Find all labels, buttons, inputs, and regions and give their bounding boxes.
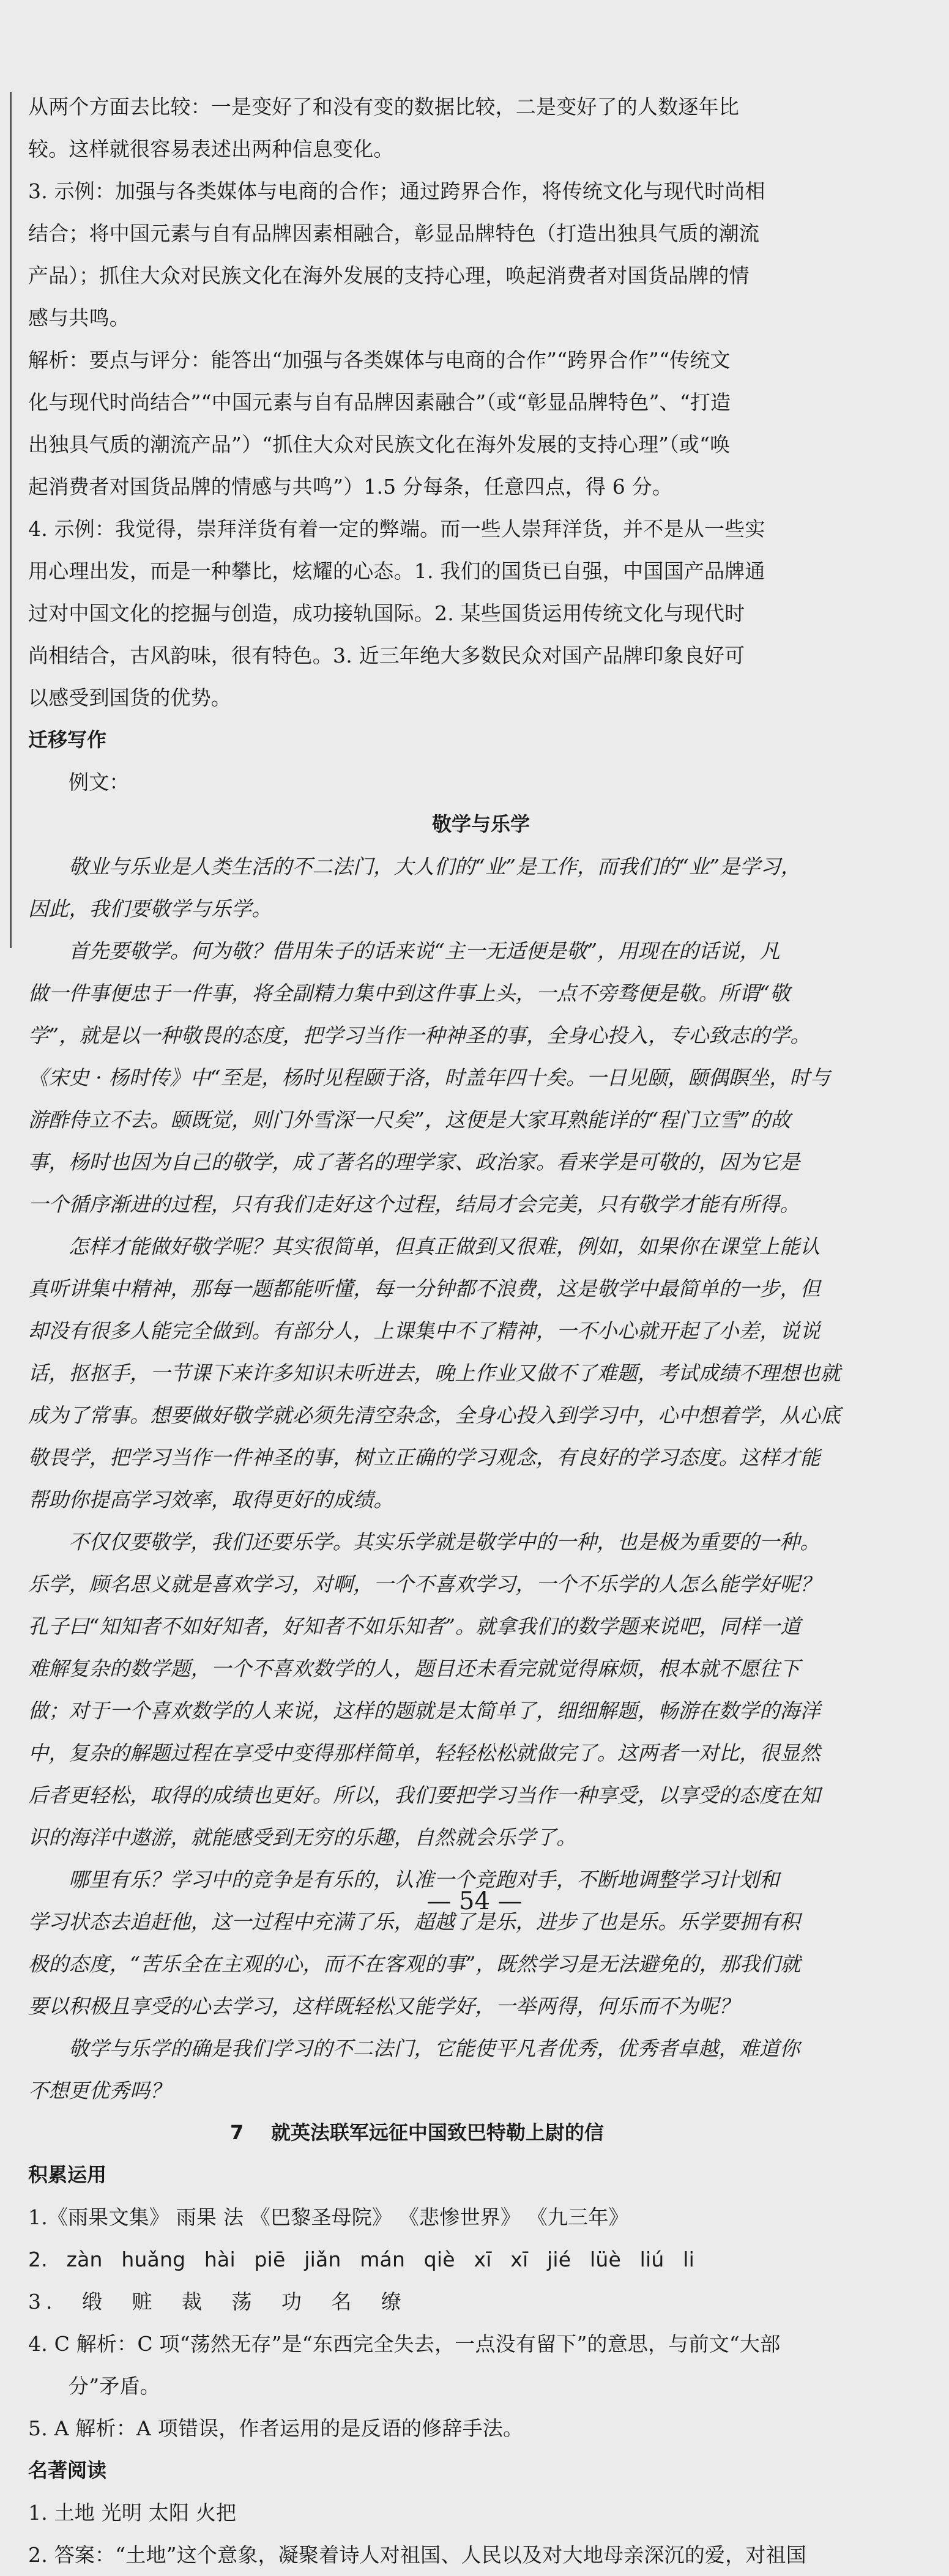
essay-line: 事，杨时也因为自己的敬学，成了著名的理学家、政治家。看来学是可敬的，因为它是 [28,1150,800,1174]
essay-line: 敬业与乐业是人类生活的不二法门，大人们的“业”是工作，而我们的“业”是学习， [69,855,802,878]
answer-line: 3. 缎 赃 裁 荡 功 名 缭 [28,2290,406,2314]
essay-line: 怎样才能做好敬学呢？其实很简单，但真正做到又很难，例如，如果你在课堂上能认 [69,1234,821,1258]
text-line: 4. 示例：我觉得，崇拜洋货有着一定的弊端。而一些人崇拜洋货，并不是从一些实 [28,517,765,541]
essay-line: 学”，就是以一种敬畏的态度，把学习当作一种神圣的事，全身心投入，专心致志的学。 [28,1023,811,1047]
text-line: 用心理出发，而是一种攀比，炫耀的心态。1. 我们的国货已自强，中国国产品牌通 [28,559,765,583]
essay-line: 敬畏学，把学习当作一件神圣的事，树立正确的学习观念，有良好的学习态度。这样才能 [28,1446,821,1469]
answer-line: 分”矛盾。 [69,2374,160,2398]
example-label: 例文： [69,770,130,794]
answer-line: 5. A 解析：A 项错误，作者运用的是反语的修辞手法。 [28,2416,524,2440]
essay-line: 后者更轻松，取得的成绩也更好。所以，我们要把学习当作一种享受，以享受的态度在知 [28,1783,821,1807]
essay-line: 识的海洋中遨游，就能感受到无穷的乐趣，自然就会乐学了。 [28,1825,577,1849]
text-line: 出独具气质的潮流产品”）“抓住大众对民族文化在海外发展的支持心理”（或“唤 [28,432,731,456]
essay-line: 真听讲集中精神，那每一题都能听懂，每一分钟都不浪费，这是敬学中最简单的一步，但 [28,1277,821,1301]
essay-line: 成为了常事。想要做好敬学就必须先清空杂念，全身心投入到学习中，心中想着学，从心底 [28,1403,841,1427]
chapter-title [28,2112,848,2154]
essay-line: 游酢侍立不去。颐既觉，则门外雪深一尺矣”，这便是大家耳熟能详的“程门立雪”的故 [28,1108,791,1132]
essay-line: 哪里有乐？学习中的竞争是有乐的，认准一个竞跑对手，不断地调整学习计划和 [69,1868,780,1891]
section-heading: 积累运用 [28,2163,107,2186]
text-line: 较。这样就很容易表述出两种信息变化。 [28,137,394,161]
page-number: — 54 — [426,1887,523,1915]
text-line: 感与共鸣。 [28,306,130,330]
chapter-name: 就英法联军远征中国致巴特勒上尉的信 [270,2121,604,2144]
page-content [28,86,848,2576]
text-line: 化与现代时尚结合”“中国元素与自有品牌因素融合”（或“彰显品牌特色”、“打造 [28,390,731,414]
text-line: 过对中国文化的挖掘与创造，成功接轨国际。2. 某些国货运用传统文化与现代时 [28,601,745,625]
essay-line: 首先要敬学。何为敬？借用朱子的话来说“主一无适便是敬”，用现在的话说，凡 [69,939,780,963]
section-heading: 名著阅读 [28,2459,107,2482]
essay-line: 中，复杂的解题过程在享受中变得那样简单，轻轻松松就做完了。这两者一对比，很显然 [28,1741,821,1765]
essay-line: 却没有很多人能完全做到。有部分人，上课集中不了精神，一不小心就开起了小差，说说 [28,1319,821,1343]
pinyin-line: 2. zàn huǎng hài piē jiǎn mán qiè xī xī jié lüè liú li [28,2248,694,2271]
chapter-number: 7 [230,2121,244,2144]
text-line: 以感受到国货的优势。 [28,686,231,710]
essay-line: 《宋史 · 杨时传》中“至是，杨时见程颐于洛，时盖年四十矣。一日见颐，颐偶瞑坐，时与 [28,1066,830,1089]
section-heading: 迁移写作 [28,728,107,751]
text-line: 从两个方面去比较：一是变好了和没有变的数据比较，二是变好了的人数逐年比 [28,95,739,119]
answer-line: 1.《雨果文集》 雨果 法 《巴黎圣母院》 《悲惨世界》 《九三年》 [28,2205,629,2229]
essay-line: 话，抠抠手，一节课下来许多知识未听进去，晚上作业又做不了难题，考试成绩不理想也就 [28,1361,841,1385]
essay-line: 极的态度，“苦乐全在主观的心，而不在客观的事”，既然学习是无法避免的，那我们就 [28,1952,801,1976]
text-line: 3. 示例：加强与各类媒体与电商的合作；通过跨界合作，将传统文化与现代时尚相 [28,179,765,203]
essay-line: 一个循序渐进的过程，只有我们走好这个过程，结局才会完美，只有敬学才能有所得。 [28,1192,800,1216]
text-line: 起消费者对国货品牌的情感与共鸣”）1.5 分每条，任意四点，得 6 分。 [28,475,673,499]
essay-line: 乐学，顾名思义就是喜欢学习，对啊，一个不喜欢学习，一个不乐学的人怎么能学好呢？ [28,1572,821,1596]
margin-rule [10,92,12,948]
answer-line: 2. 答案：“土地”这个意象，凝聚着诗人对祖国、人民以及对大地母亲深沉的爱，对祖国 [28,2543,806,2567]
essay-line: 学习状态去追赶他，这一过程中充满了乐，超越了是乐，进步了也是乐。乐学要拥有积 [28,1910,800,1934]
text-line: 结合；将中国元素与自有品牌因素相融合，彰显品牌特色（打造出独具气质的潮流 [28,221,760,245]
text-line: 尚相结合，古风韵味，很有特色。3. 近三年绝大多数民众对国产品牌印象良好可 [28,644,745,667]
answer-section [28,86,848,719]
essay-title: 敬学与乐学 [431,812,530,836]
answer-line: 4. C 解析：C 项“荡然无存”是“东西完全失去，一点没有留下”的意思，与前文“大部 [28,2332,781,2356]
answer-line: 1. 土地 光明 太阳 火把 [28,2501,237,2525]
essay-line: 因此，我们要敬学与乐学。 [28,897,272,921]
essay-line: 孔子曰“知知者不如好知者，好知者不如乐知者”。就拿我们的数学题来说吧，同样一道 [28,1614,801,1638]
text-line: 解析：要点与评分：能答出“加强与各类媒体与电商的合作”“跨界合作”“传统文 [28,348,731,372]
essay-line: 要以积极且享受的心去学习，这样既轻松又能学好，一举两得，何乐而不为呢？ [28,1994,739,2018]
essay-line: 做一件事便忠于一件事，将全副精力集中到这件事上头，一点不旁骛便是敬。所谓“敬 [28,981,791,1005]
essay-line: 敬学与乐学的确是我们学习的不二法门，它能使平凡者优秀，优秀者卓越，难道你 [69,2036,800,2060]
essay-line: 难解复杂的数学题，一个不喜欢数学的人，题目还未看完就觉得麻烦，根本就不愿往下 [28,1657,800,1680]
text-line: 产品）；抓住大众对民族文化在海外发展的支持心理，唤起消费者对国货品牌的情 [28,264,750,288]
essay-line: 不仅仅要敬学，我们还要乐学。其实乐学就是敬学中的一种，也是极为重要的一种。 [69,1530,821,1554]
essay-body [28,845,848,2112]
essay-line: 帮助你提高学习效率，取得更好的成绩。 [28,1488,394,1512]
essay-line: 做；对于一个喜欢数学的人来说，这样的题就是太简单了，细细解题，畅游在数学的海洋 [28,1699,821,1723]
essay-line: 不想更优秀吗？ [28,2079,171,2103]
